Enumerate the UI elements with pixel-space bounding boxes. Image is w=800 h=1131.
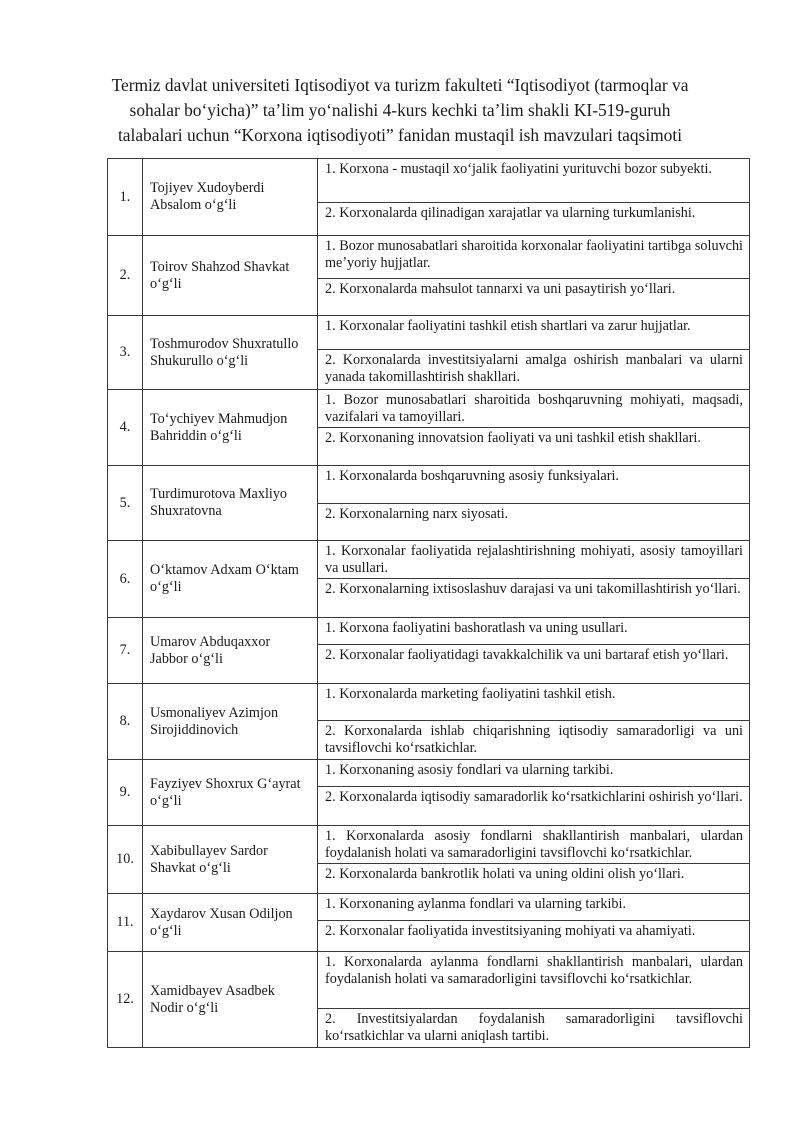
topic-cell <box>318 236 750 279</box>
table-row <box>108 390 750 428</box>
row-number: 5. <box>108 466 143 541</box>
topic-cell <box>318 952 750 1009</box>
row-number: 10. <box>108 826 143 894</box>
topic-text: 2. Korxonalarda qilinadigan xarajatlar va ularning turkumlanishi. <box>325 205 696 221</box>
table-row <box>108 618 750 645</box>
assignment-table <box>107 158 750 1048</box>
topic-text: 1. Bozor munosabatlari sharoitida boshqaruvning mohiyati, maqsadi, vazifalari va tamoyillari. <box>325 392 743 425</box>
student-name: Toshmurodov Shuxratullo Shukurullo oʻgʻli <box>143 316 318 390</box>
row-number: 12. <box>108 952 143 1048</box>
table-row <box>108 159 750 203</box>
topic-text: 2. Korxonalarda ishlab chiqarishning iqtisodiy samaradorligi va uni tavsiflovchi koʻrsatkichlar. <box>325 723 743 756</box>
table-row <box>108 894 750 921</box>
student-name: Umarov Abduqaxxor Jabbor oʻgʻli <box>143 618 318 684</box>
row-number: 6. <box>108 541 143 618</box>
page-title <box>60 73 740 148</box>
topic-cell <box>318 159 750 203</box>
row-number: 4. <box>108 390 143 466</box>
topic-text: 2. Korxonaning innovatsion faoliyati va uni tashkil etish shakllari. <box>325 430 701 446</box>
row-number: 11. <box>108 894 143 952</box>
topic-text: 2. Korxonalarda bankrotlik holati va uning oldini olish yoʻllari. <box>325 866 685 882</box>
table-row <box>108 236 750 279</box>
topic-cell <box>318 466 750 504</box>
row-number: 8. <box>108 684 143 760</box>
topic-cell <box>318 618 750 645</box>
topic-text: 1. Korxonalarda asosiy fondlarni shakllantirish manbalari, ulardan foydalanish holati va samaradorligini tavsiflovchi koʻrsatkichlar. <box>325 828 743 861</box>
topic-text: 1. Korxona - mustaqil xoʻjalik faoliyatini yurituvchi bozor subyekti. <box>325 161 712 177</box>
topic-text: 2. Korxonalarda mahsulot tannarxi va uni pasaytirish yoʻllari. <box>325 281 676 297</box>
topic-cell <box>318 1009 750 1048</box>
student-name: Toʻychiyev Mahmudjon Bahriddin oʻgʻli <box>143 390 318 466</box>
title-line: Termiz davlat universiteti Iqtisodiyot va turizm fakulteti “Iqtisodiyot (tarmoqlar va <box>111 75 689 95</box>
topic-cell <box>318 721 750 760</box>
topic-text: 1. Korxonalarda aylanma fondlarni shakllantirish manbalari, ulardan foydalanish holati va samaradorligini tavsiflovchi koʻrsatkichlar. <box>325 954 743 987</box>
topic-text: 2. Korxonalar faoliyatida investitsiyaning mohiyati va ahamiyati. <box>325 923 696 939</box>
row-number: 2. <box>108 236 143 316</box>
row-number: 9. <box>108 760 143 826</box>
table-row <box>108 541 750 579</box>
topic-cell <box>318 826 750 864</box>
student-name: Xabibullayev Sardor Shavkat oʻgʻli <box>143 826 318 894</box>
topic-cell <box>318 579 750 618</box>
topic-cell <box>318 279 750 316</box>
topic-cell <box>318 504 750 541</box>
student-name: Oʻktamov Adxam Oʻktam oʻgʻli <box>143 541 318 618</box>
row-number: 3. <box>108 316 143 390</box>
title-line: sohalar boʻyicha)” taʼlim yoʻnalishi 4-kurs kechki taʼlim shakli KI-519-guruh <box>129 100 671 120</box>
student-name: Toirov Shahzod Shavkat oʻgʻli <box>143 236 318 316</box>
topic-text: 1. Korxonalarda marketing faoliyatini tashkil etish. <box>325 686 616 702</box>
topic-cell <box>318 390 750 428</box>
topic-text: 2. Korxonalarning ixtisoslashuv darajasi va uni takomillashtirish yoʻllari. <box>325 581 741 597</box>
title-line: talabalari uchun “Korxona iqtisodiyoti” fanidan mustaqil ish mavzulari taqsimoti <box>117 125 683 145</box>
table-row <box>108 466 750 504</box>
topic-cell <box>318 645 750 684</box>
topic-text: 1. Bozor munosabatlari sharoitida korxonalar faoliyatini tartibga soluvchi meʼyoriy hujjatlar. <box>325 238 743 271</box>
topic-text: 1. Korxonalarda boshqaruvning asosiy funksiyalari. <box>325 468 619 484</box>
student-name: Xamidbayev Asadbek Nodir oʻgʻli <box>143 952 318 1048</box>
student-name: Xaydarov Xusan Odiljon oʻgʻli <box>143 894 318 952</box>
topic-text: 1. Korxonalar faoliyatida rejalashtirishning mohiyati, asosiy tamoyillari va usullari. <box>325 543 743 576</box>
topic-text: 1. Korxona faoliyatini bashoratlash va uning usullari. <box>325 620 628 636</box>
topic-text: 2. Korxonalarda iqtisodiy samaradorlik koʻrsatkichlarini oshirish yoʻllari. <box>325 789 743 805</box>
table-row <box>108 952 750 1009</box>
table-row <box>108 826 750 864</box>
topic-cell <box>318 787 750 826</box>
topic-text: 1. Korxonaning asosiy fondlari va ularning tarkibi. <box>325 762 614 778</box>
topic-cell <box>318 316 750 350</box>
row-number: 1. <box>108 159 143 236</box>
table-row <box>108 316 750 350</box>
topic-cell <box>318 541 750 579</box>
topic-text: 1. Korxonaning aylanma fondlari va ularning tarkibi. <box>325 896 627 912</box>
student-name: Usmonaliyev Azimjon Sirojiddinovich <box>143 684 318 760</box>
topic-cell <box>318 760 750 787</box>
topic-cell <box>318 350 750 390</box>
topic-cell <box>318 684 750 721</box>
topic-cell <box>318 921 750 952</box>
student-name: Turdimurotova Maxliyo Shuxratovna <box>143 466 318 541</box>
student-name: Fayziyev Shoxrux Gʻayrat oʻgʻli <box>143 760 318 826</box>
student-name: Tojiyev Xudoyberdi Absalom oʻgʻli <box>143 159 318 236</box>
table-row <box>108 684 750 721</box>
topic-text: 2. Korxonalarning narx siyosati. <box>325 506 509 522</box>
table-row <box>108 760 750 787</box>
topic-text: 1. Korxonalar faoliyatini tashkil etish shartlari va zarur hujjatlar. <box>325 318 691 334</box>
topic-cell <box>318 203 750 236</box>
topic-cell <box>318 894 750 921</box>
topic-text: 2. Korxonalarda investitsiyalarni amalga oshirish manbalari va ularni yanada takomillashtirish shakllari. <box>325 352 743 385</box>
topic-text: 2. Investitsiyalardan foydalanish samaradorligini tavsiflovchi koʻrsatkichlar va ularni aniqlash tartibi. <box>325 1011 743 1044</box>
topic-cell <box>318 428 750 466</box>
row-number: 7. <box>108 618 143 684</box>
topic-text: 2. Korxonalar faoliyatidagi tavakkalchilik va uni bartaraf etish yoʻllari. <box>325 647 729 663</box>
topic-cell <box>318 864 750 894</box>
